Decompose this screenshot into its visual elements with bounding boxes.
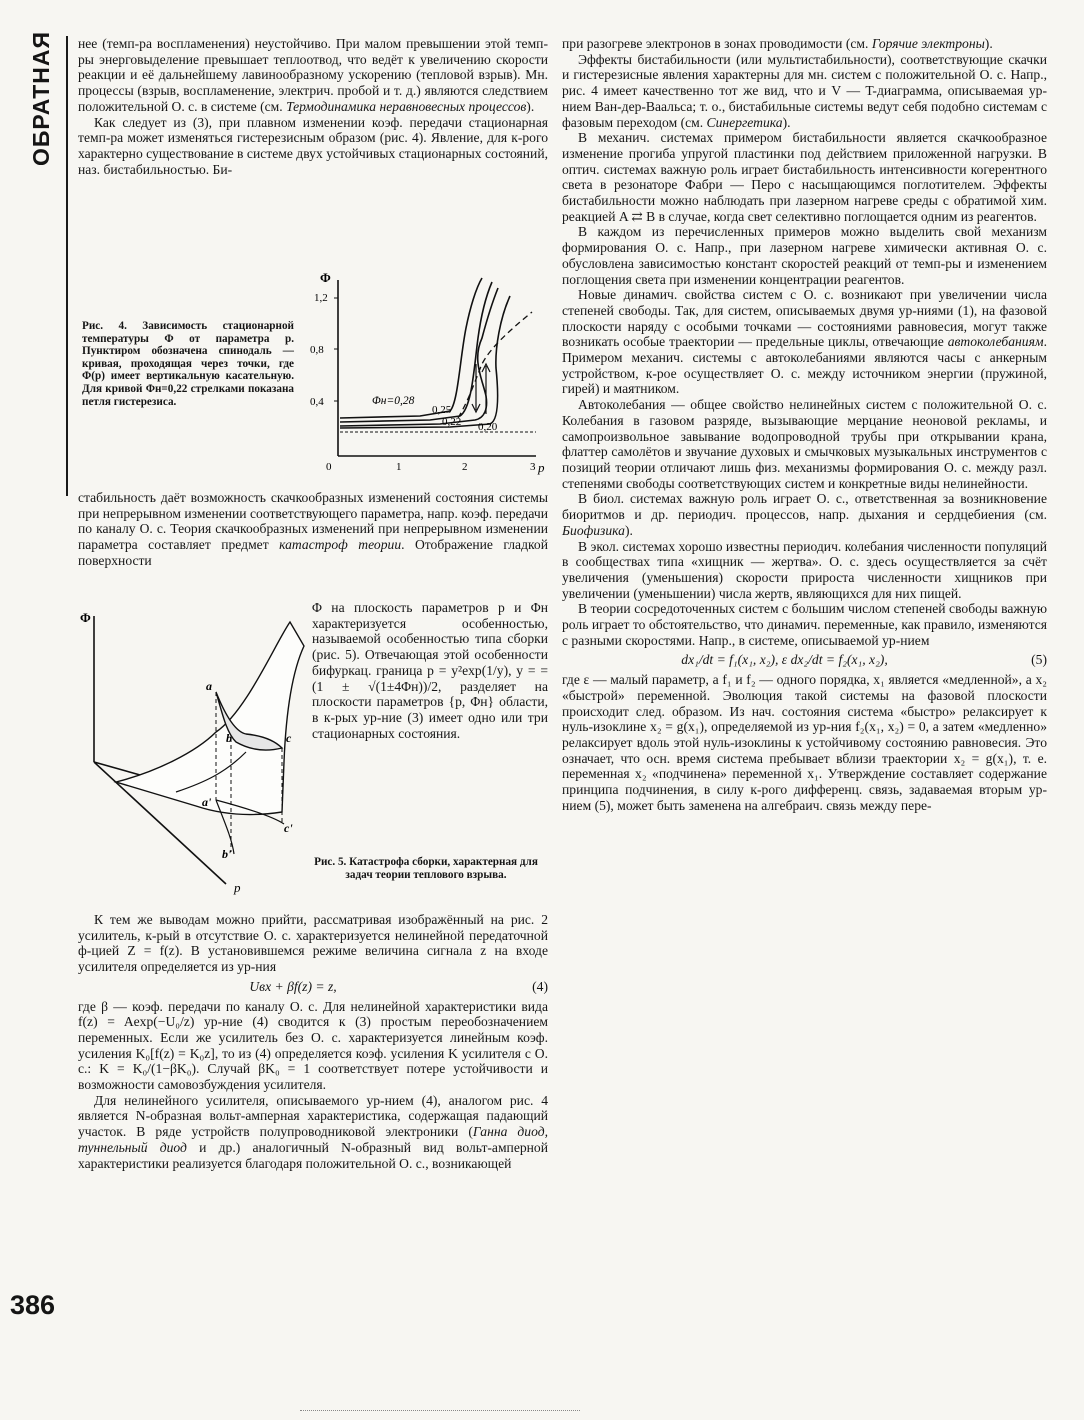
figure-4-plot	[300, 268, 550, 478]
right-paragraph-9: В теории сосредоточенных систем с большим числом степеней свободы важную роль играет то обстоятельство, что динамич. переменные, как правило, изменяются с разными скоростями. Напр., в системе, описываемой ур-нием	[562, 601, 1047, 648]
right-paragraph-1: при разогреве электронов в зонах проводимости (см. Горячие электроны).	[562, 36, 993, 51]
equation-4-number: (4)	[532, 978, 548, 994]
fig4-y-tick: 0,8	[310, 344, 324, 356]
right-paragraph-6: Автоколебания — общее свойство нелинейных систем с положительной О. с. Колебания в газовом разряде, вызывающие мерцание неоновой рекламы, и самопроизвольное завывание водопроводной трубы при открывании крана, флаттер самолётов и звучание духовых и смычковых музыкальных инструментов с позиций теории отличают лишь физ. механизмы формирования О. с. между разл. степенями свободы соответствующих систем и конкретные виды нелинейности.	[562, 397, 1047, 491]
fig5-point-label: b	[226, 731, 232, 745]
fig4-x-tick: 0	[326, 461, 332, 473]
fig4-y-tick: 0,4	[310, 396, 324, 408]
right-paragraph-8: В экол. системах хорошо известны периодич. колебания численности популяций в сообществах типа «хищник — жертва». О. с. здесь осуществляется за счёт увеличения (уменьшения) скорости прироста численности хищников при увеличении (уменьшении) числа жертв, являющихся для них пищей.	[562, 538, 1047, 601]
figure-5-caption: Рис. 5. Катастрофа сборки, характерная для задач теории теплового взрыва.	[314, 856, 538, 881]
fig4-curve-label: 0,22	[442, 416, 462, 428]
fig5-axis-label: p	[234, 880, 241, 895]
fig5-point-label: a'	[202, 795, 212, 809]
left-paragraph-3: стабильность даёт возможность скачкообразных изменений состояния системы при непрерывном изменении соответствующего параметра, напр. коэф. передачи по каналу О. с. Теория скачкообразных изменений при непрерывном изменении параметра составляет предмет катастроф теории. Отображение гладкой поверхности	[78, 490, 548, 568]
right-column	[562, 36, 1047, 813]
right-paragraph-2: Эффекты бистабильности (или мультистабильности), соответствующие скачки и гистерезисные явления характерны для мн. систем с положительной О. с. Напр., рис. 4 имеет качественно тот же вид, что и V — T-диаграмма, описываемая ур-нием Ван-дер-Ваальса; т. о., бистабильные системы ведут себя подобно системам с фазовым переходом (см. Синергетика).	[562, 51, 1047, 130]
left-paragraph-1: нее (темп-ра воспламенения) неустойчиво. При малом превышении этой темп-ры энерговыделение превышает теплоотвод, что ведёт к увеличению скорости реакции и её дальнейшему лавинообразному ускорению (тепловой взрыв). Мн. процессы (взрыв, воспламенение, электрич. пробой и т. д.) являются следствием положительной О. с. в системе (см. Термодинамика неравновесных процессов).	[78, 36, 548, 114]
link-term[interactable]: Биофизика	[562, 522, 625, 538]
figure-5-diagram	[76, 602, 312, 898]
fig4-x-label: p	[538, 460, 545, 475]
fig4-y-tick: 1,2	[314, 292, 328, 304]
fig4-curve-label: Φн=0,28	[372, 395, 415, 407]
left-paragraph-4: К тем же выводам можно прийти, рассматривая изображённый на рис. 2 усилитель, к-рый в отсутствие О. с. характеризуется нелинейной передаточной ф-цией Z = f(z). В установившемся режиме величина сигнала z на входе усилителя определяется из ур-ния	[78, 912, 548, 975]
link-term[interactable]: Горячие электроны	[871, 36, 985, 51]
link-term[interactable]: Ганна диод, туннельный диод	[78, 1124, 548, 1155]
right-paragraph-7: В биол. системах важную роль играет О. с., ответственная за возникновение биоритмов и др. периодич. процессов, напр. дыхания и сердцебиения (см. Биофизика).	[562, 491, 1047, 538]
link-term[interactable]: Термодинамика неравновесных процессов	[286, 98, 527, 114]
right-paragraph-4: В каждом из перечисленных примеров можно выделить свой механизм формирования О. с. Напр., при лазерном нагреве химически активная О. с. обусловлена зависимостью констант скоростей реакций от темп-ры и изменением поглощения света при изменении концентрации реагентов.	[562, 224, 1047, 287]
link-term[interactable]: автоколебаниям	[947, 334, 1044, 350]
fig4-curve-label: 0,20	[478, 421, 498, 433]
fig4-spinodal	[458, 312, 532, 418]
fig4-x-tick: 1	[396, 461, 402, 473]
left-column-top	[78, 36, 548, 177]
figure-4-caption: Рис. 4. Зависимость стационарной температуры Φ от параметра p. Пунктиром обозначена спинодаль — кривая, проходящая через точки, где Φ(p) имеет вертикальную касательную. Для кривой Φн=0,22 стрелками показана петля гистерезиса.	[82, 320, 294, 408]
left-paragraph-5: где β — коэф. передачи по каналу О. с. Для нелинейной характеристики вида f(z) = Aexp(−U₀/z) ур-ние (4) сводится к (3) простым переобозначением переменных. Если же усилитель без О. с. характеризуется линейным коэф. усиления K₀[f(z) = K₀z], то из (4) определяется коэф. усиления K усилителя с О. с.: K = K₀/(1−βK₀). Случай βK₀ = 1 соответствует потере устойчивости и возможности самовозбуждения усилителя.	[78, 998, 548, 1093]
right-paragraph-10: где ε — малый параметр, а f₁ и f₂ — одного порядка, x₁ является «медленной», а x₂ «быстрой» переменной. Эволюция такой системы на фазовой плоскости происходит след. образом. Из нач. состояния система «быстро» релаксирует к нуль-изоклине x₂ = g(x₁), определяемой из ур-ния f₂(x₁, x₂) = 0, а затем «медленно» релаксирует вдоль этой нуль-изоклины к устойчивому состоянию равновесия. Это означает, что осн. время система пребывает вблизи траектории x₂ = g(x₁), т. е. переменная x₂ «подчинена» переменной x₁. Утверждение составляет содержание принципа подчинения, в силу к-рого дифференц. связь, задаваемая вторым ур-нием (5), может быть заменена на алгебраич. связь между пере-	[562, 672, 1047, 813]
equation-4-body: Uвх + βf(z) = z,	[249, 978, 337, 994]
left-column-bottom	[78, 912, 548, 1171]
fig4-curve-020	[340, 296, 510, 428]
figure-5-side-text	[312, 600, 548, 741]
left-paragraph-2: Как следует из (3), при плавном изменении коэф. передачи стационарная темп-ра может изменяться гистерезисным образом (рис. 4). Явление, для к-рого характерно существование в системе двух устойчивых стационарных состояний, наз. бистабильностью. Би-	[78, 114, 548, 177]
page-number: 386	[10, 1290, 56, 1320]
fig4-curve-022	[340, 288, 498, 426]
fig5-point-label: c'	[284, 821, 293, 835]
fig5-point-label: c	[286, 731, 292, 745]
link-term[interactable]: катастроф теории	[279, 537, 402, 553]
link-term[interactable]: Синергетика	[706, 114, 783, 130]
fig5-surface	[116, 622, 304, 814]
equation-5	[562, 652, 1047, 668]
equation-5-body: dx₁/dt = f₁(x₁, x₂), ε dx₂/dt = f₂(x₁, x₂),	[681, 652, 888, 668]
right-paragraph-3: В механич. системах примером бистабильности является скачкообразное изменение прогиба упругой пластинки под действием приложенной нагрузки. В оптич. системах важную роль играет бистабильность интенсивности когерентного света в резонаторе Фабри — Перо с насыщающимся поглотителем. Эффекты бистабильности можно наблюдать при лазерном нагреве среды с обратимой хим. реакцией A ⇄ B в случае, когда свет селективно поглощается одним из реагентов.	[562, 130, 1047, 224]
equation-5-number: (5)	[1031, 652, 1047, 668]
fig4-x-tick: 3	[530, 461, 536, 473]
sidebar-heading: ОБРАТНАЯ	[28, 30, 54, 166]
left-paragraph-6: Для нелинейного усилителя, описываемого ур-нием (4), аналогом рис. 4 является N-образная вольт-амперная характеристика, содержащая падающий участок. В ряде устройств полупроводниковой электроники (Ганна диод, туннельный диод и др.) аналогичный N-образный вид вольт-амперной характеристики реализуется благодаря положительной О. с., возникающей	[78, 1092, 549, 1171]
fig4-y-label: Φ	[320, 270, 331, 285]
left-paragraph-fig5: Φ на плоскость параметров p и Φн характеризуется особенностью, называемой особенностью типа сборки (рис. 5). Отвечающая этой особенности бифуркац. граница p = y²exp(1/y), y = = (1 ± √(1±4Φн))/2, разделяет на плоскости параметров {p, Φн} области, в к-рых ур-ние (3) имеет одно или три стационарных состояния.	[312, 600, 548, 741]
margin-rule	[66, 36, 68, 496]
fig4-curve-label: 0,25	[432, 404, 452, 416]
fig4-curve-025	[340, 282, 492, 422]
fig5-point-label: a	[206, 679, 212, 693]
right-paragraph-5: Новые динамич. свойства систем с О. с. возникают при увеличении числа степеней свободы. Так, для систем, описываемых двумя ур-ниями (1), на фазовой плоскости наряду с особыми точками — состояниями равновесия, могут также возникать особые траектории — предельные циклы, отвечающие автоколебаниям. Примером механич. системы с автоколебаниями являются часы с анкерным устройством, к-рое осуществляет О. с. между источником энергии (пружиной, гирей) и маятником.	[562, 287, 1047, 397]
fig5-axis-label: Φ	[80, 610, 91, 625]
scan-artifact	[300, 1410, 580, 1417]
left-column-middle	[78, 490, 548, 569]
equation-4	[78, 979, 548, 995]
fig5-point-label: b'	[222, 847, 232, 861]
fig4-x-tick: 2	[462, 461, 468, 473]
